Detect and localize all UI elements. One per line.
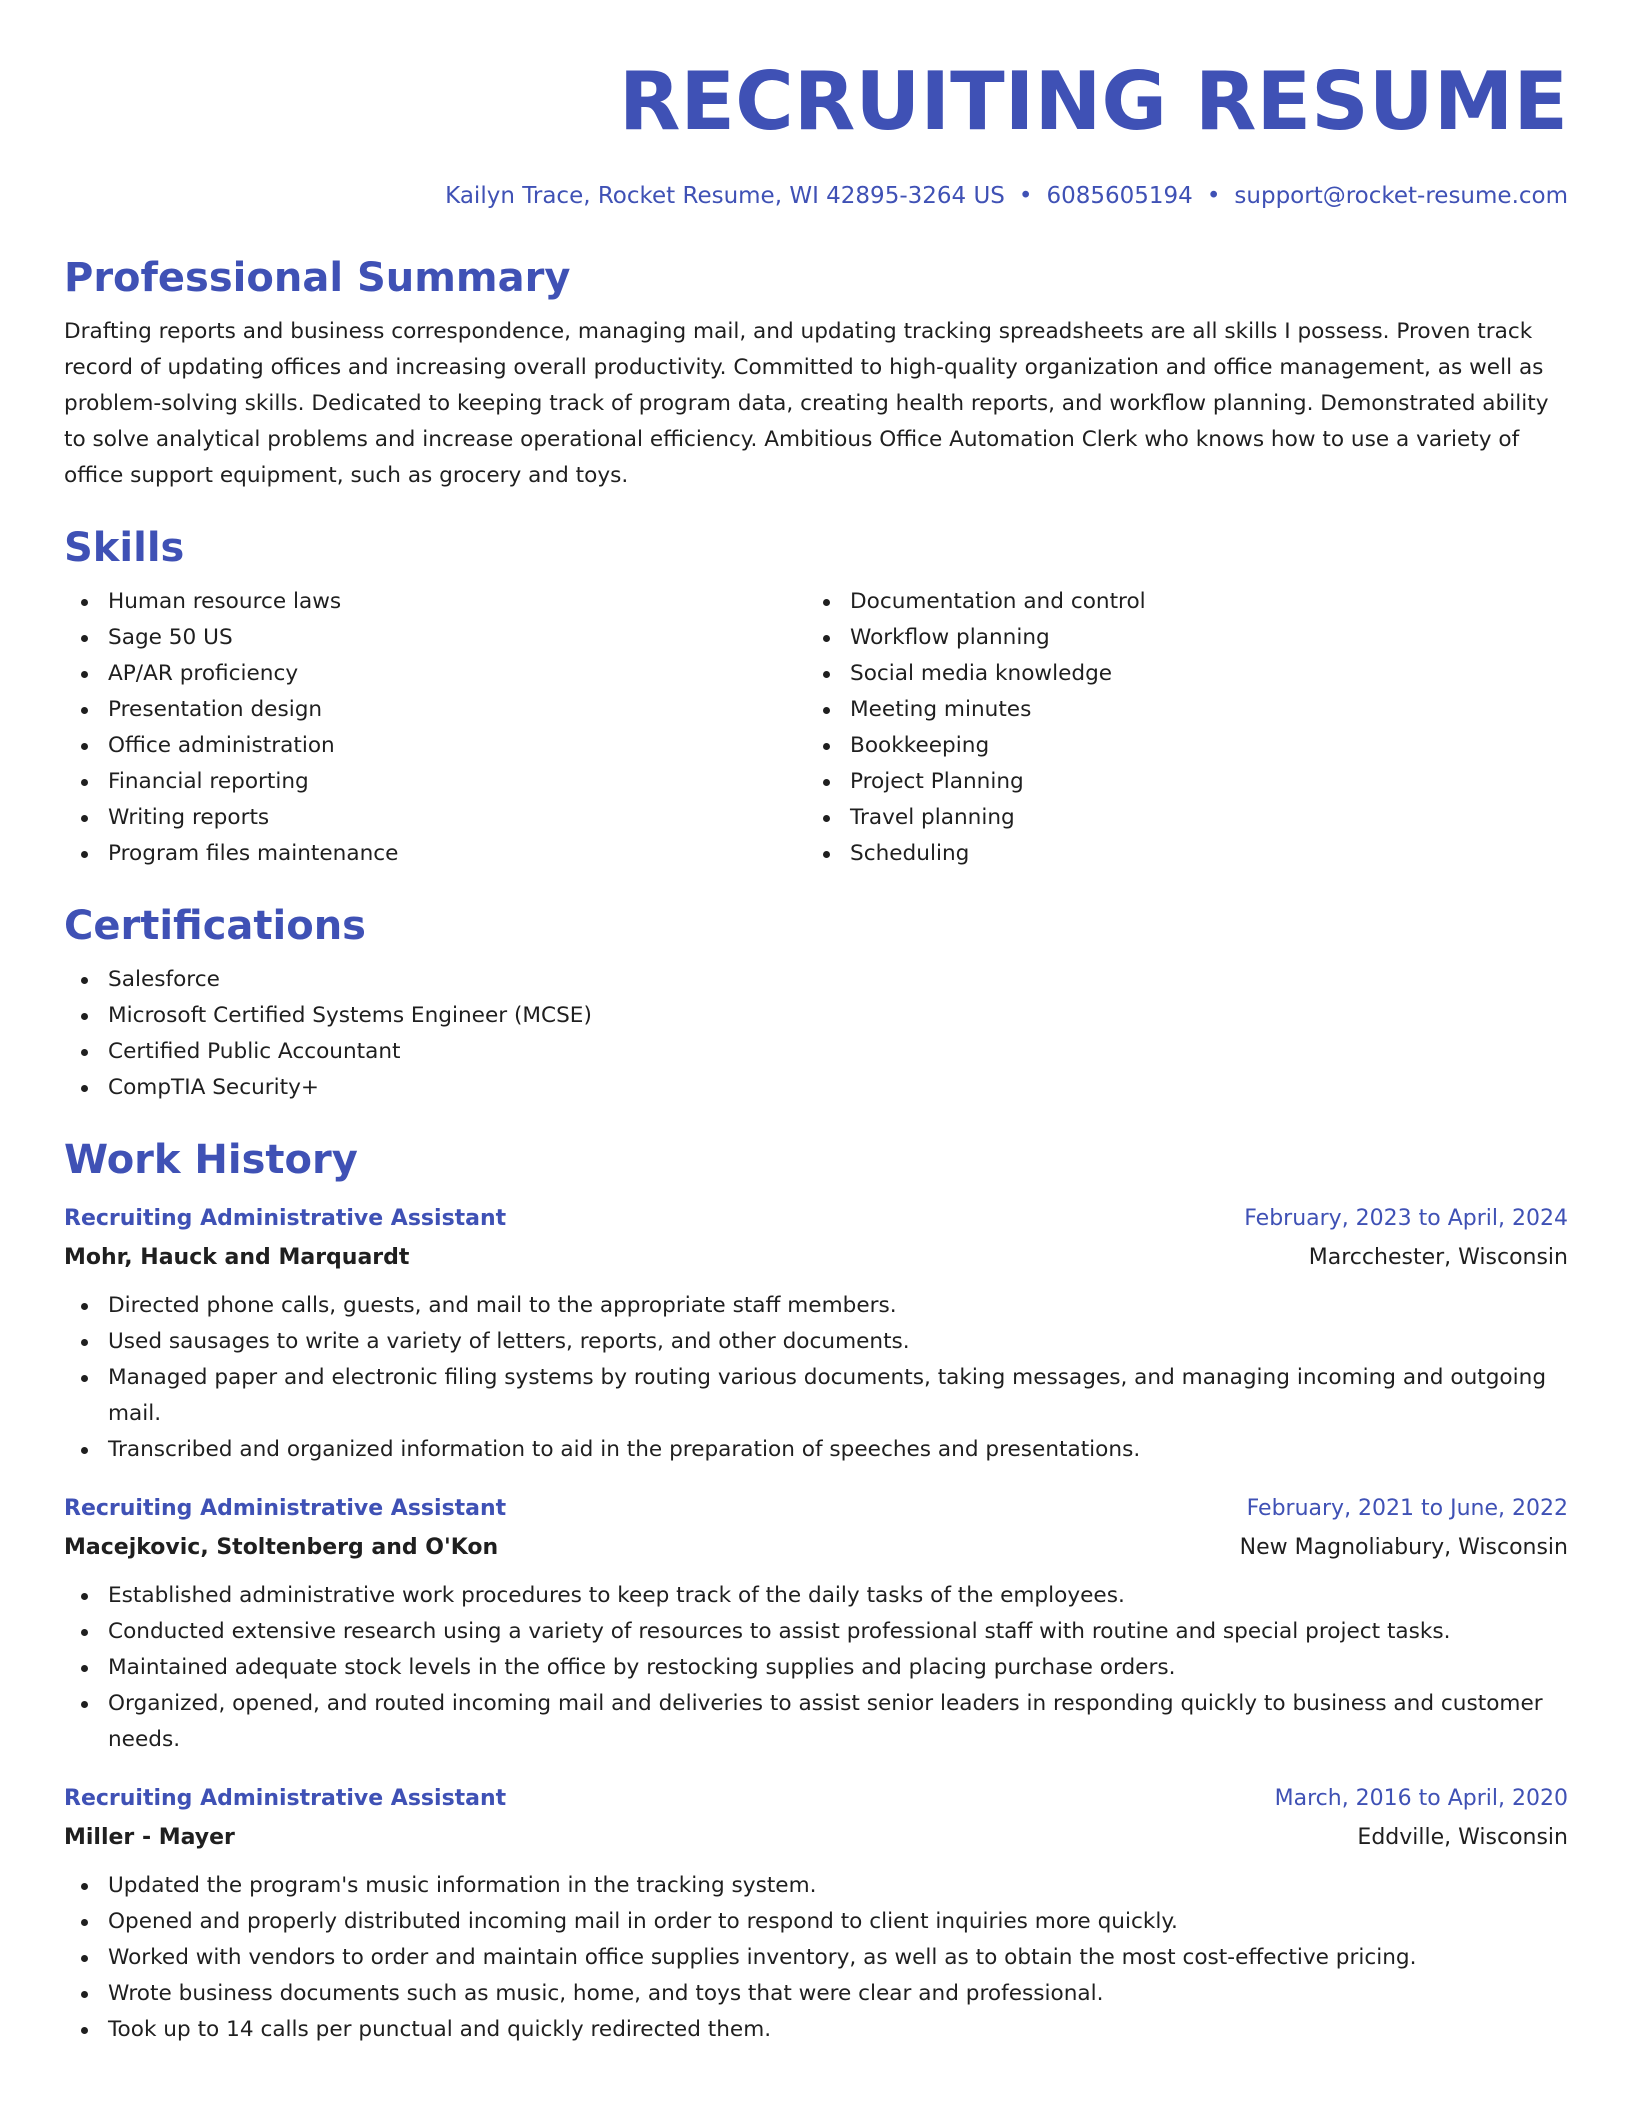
skill-item: Sage 50 US — [64, 620, 806, 656]
summary-text: Drafting reports and business correspondence, managing mail, and updating tracking spreadsheets are all skills I possess. Proven track record of updating offices and increasing overall productivity. Committed to high-quality organization and office management, as well as problem-solving skills. Dedicated to keeping track of program data, creating health reports, and workflow planning. Demonstrated ability to solve analytical problems and increase operational efficiency. Ambitious Office Automation Clerk who knows how to use a variety of office support equipment, such as grocery and toys. — [64, 319, 1549, 488]
skills-grid — [64, 584, 1568, 872]
resume-title: RECRUITING RESUME — [618, 55, 1568, 148]
contact-separator: • — [1206, 183, 1221, 209]
job-location: New Magnoliabury, Wisconsin — [1239, 1535, 1568, 1560]
skill-item: Presentation design — [64, 692, 806, 728]
certification-item: Microsoft Certified Systems Engineer (MCSE) — [64, 998, 1568, 1034]
skill-item: Travel planning — [806, 800, 1568, 836]
certifications-heading: Certifications — [64, 903, 366, 949]
job-header-row — [64, 1780, 1568, 1818]
job-duty: Updated the program's music information in the tracking system. — [64, 1868, 1568, 1904]
work-history-heading: Work History — [64, 1137, 358, 1183]
skill-item: Documentation and control — [806, 584, 1568, 620]
certification-item: Certified Public Accountant — [64, 1034, 1568, 1070]
job-duties-list — [64, 1288, 1568, 1468]
job-header-row — [64, 1200, 1568, 1238]
job-location: Marcchester, Wisconsin — [1308, 1245, 1568, 1270]
job-company-row — [64, 1818, 1568, 1858]
job-duties-list — [64, 1578, 1568, 1758]
job-duty: Wrote business documents such as music, home, and toys that were clear and professional. — [64, 1976, 1568, 2012]
job-entry — [64, 1780, 1568, 2048]
job-duty: Established administrative work procedures to keep track of the daily tasks of the employees. — [64, 1578, 1568, 1614]
job-duty: Took up to 14 calls per punctual and quickly redirected them. — [64, 2012, 1568, 2048]
contact-phone: 6085605194 — [1046, 183, 1193, 209]
skills-list-right — [806, 584, 1568, 872]
skill-item: Scheduling — [806, 836, 1568, 872]
job-entry — [64, 1200, 1568, 1468]
job-duty: Opened and properly distributed incoming mail in order to respond to client inquiries more quickly. — [64, 1904, 1568, 1940]
job-entry — [64, 1490, 1568, 1758]
job-company: Macejkovic, Stoltenberg and O'Kon — [64, 1535, 499, 1560]
skill-item: Writing reports — [64, 800, 806, 836]
job-dates: February, 2021 to June, 2022 — [1246, 1496, 1568, 1521]
resume-page — [64, 0, 1568, 2048]
certifications-list — [64, 962, 1568, 1106]
job-duty: Transcribed and organized information to aid in the preparation of speeches and presentations. — [64, 1432, 1568, 1468]
certification-item: Salesforce — [64, 962, 1568, 998]
job-title: Recruiting Administrative Assistant — [64, 1496, 507, 1521]
job-title: Recruiting Administrative Assistant — [64, 1786, 507, 1811]
job-duty: Organized, opened, and routed incoming mail and deliveries to assist senior leaders in responding quickly to business and customer needs. — [64, 1686, 1568, 1758]
job-company: Mohr, Hauck and Marquardt — [64, 1245, 410, 1270]
skill-item: Office administration — [64, 728, 806, 764]
job-duty: Used sausages to write a variety of letters, reports, and other documents. — [64, 1324, 1568, 1360]
skill-item: Human resource laws — [64, 584, 806, 620]
job-duty: Conducted extensive research using a variety of resources to assist professional staff with routine and special project tasks. — [64, 1614, 1568, 1650]
skill-item: Social media knowledge — [806, 656, 1568, 692]
job-duty: Managed paper and electronic filing systems by routing various documents, taking messages, and managing incoming and outgoing mail. — [64, 1360, 1568, 1432]
job-dates: March, 2016 to April, 2020 — [1274, 1786, 1568, 1811]
job-company: Miller - Mayer — [64, 1825, 235, 1850]
job-duty: Worked with vendors to order and maintain office supplies inventory, as well as to obtain the most cost-effective pricing. — [64, 1940, 1568, 1976]
skill-item: Meeting minutes — [806, 692, 1568, 728]
job-duty: Maintained adequate stock levels in the office by restocking supplies and placing purchase orders. — [64, 1650, 1568, 1686]
job-company-row — [64, 1238, 1568, 1278]
skill-item: Workflow planning — [806, 620, 1568, 656]
job-header-row — [64, 1490, 1568, 1528]
summary-heading: Professional Summary — [64, 255, 571, 301]
job-duty: Directed phone calls, guests, and mail to the appropriate staff members. — [64, 1288, 1568, 1324]
contact-separator: • — [1018, 183, 1033, 209]
skill-item: Project Planning — [806, 764, 1568, 800]
job-location: Eddville, Wisconsin — [1357, 1825, 1568, 1850]
skill-item: Financial reporting — [64, 764, 806, 800]
job-dates: February, 2023 to April, 2024 — [1244, 1206, 1568, 1231]
skill-item: Bookkeeping — [806, 728, 1568, 764]
skills-list-left — [64, 584, 806, 872]
contact-address: Kailyn Trace, Rocket Resume, WI 42895-3264 US — [445, 183, 1005, 209]
skill-item: AP/AR proficiency — [64, 656, 806, 692]
job-title: Recruiting Administrative Assistant — [64, 1206, 507, 1231]
skills-heading: Skills — [64, 525, 185, 571]
skill-item: Program files maintenance — [64, 836, 806, 872]
job-duties-list — [64, 1868, 1568, 2048]
contact-line — [64, 180, 1568, 212]
certification-item: CompTIA Security+ — [64, 1070, 1568, 1106]
contact-email: support@rocket-resume.com — [1234, 183, 1568, 209]
job-company-row — [64, 1528, 1568, 1568]
